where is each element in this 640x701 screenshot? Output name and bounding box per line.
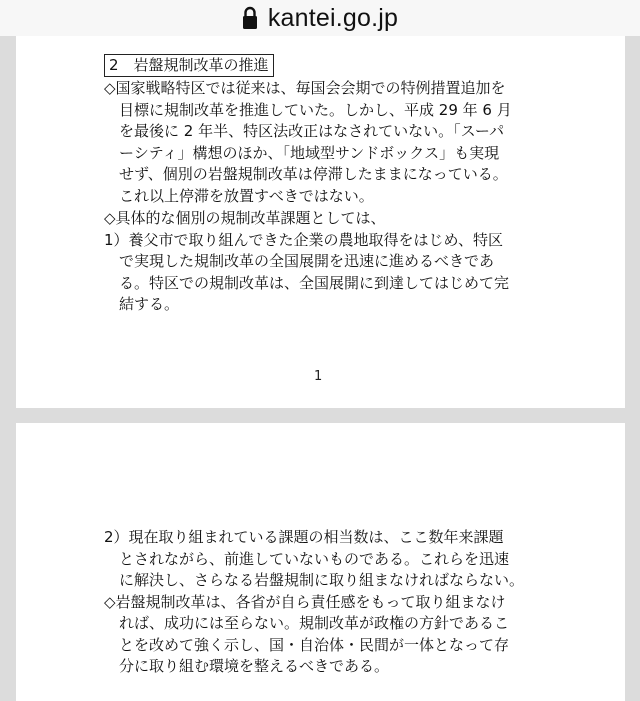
page-number: 1 [314,369,323,384]
text-line: で実現した規制改革の全国展開を迅速に進めるべきであ [104,252,495,270]
text-line: これ以上停滞を放置すべきではない。 [104,186,374,205]
paragraph-reform-continued [104,527,524,678]
text-line: ◇国家戦略特区では従来は、毎国会会期での特例措置追加を [104,79,506,97]
text-line: れば、成功には至らない。規制改革が政権の方針であるこ [104,614,510,632]
text-line: ◇岩盤規制改革は、各省が自ら責任感をもって取り組まなけ [104,592,506,611]
paragraph-national-strategic-zones [104,78,512,207]
paragraph-specific-issues [104,208,509,316]
lock-icon [242,6,258,30]
pdf-page-2 [16,423,625,701]
text-line: せず、個別の岩盤規制改革は停滞したままになっている。 [104,165,508,183]
text-line: 目標に規制改革を推進していた。しかし、平成 29 年 6 月 [104,100,512,119]
section-heading: 2 岩盤規制改革の推進 [104,54,274,77]
text-line: 1）養父市で取り組んできた企業の農地取得をはじめ、特区 [104,230,503,249]
browser-url-bar[interactable] [0,0,640,36]
url-domain[interactable]: kantei.go.jp [267,3,399,32]
text-line: に解決し、さらなる岩盤規制に取り組まなければならない。 [104,571,525,589]
text-line: 結する。 [104,295,180,313]
text-line: とを改めて強く示し、国・自治体・民間が一体となって存 [104,635,510,654]
text-line: を最後に 2 年半、特区法改正はなされていない。「スーパ [104,122,505,140]
text-line: 2）現在取り組まれている課題の相当数は、ここ数年来課題 [104,528,504,546]
text-line: 分に取り組む環境を整えるべきである。 [104,657,390,675]
text-line: ーシティ」構想のほか、「地域型サンドボックス」も実現 [104,143,500,162]
text-line: ◇具体的な個別の規制改革課題としては、 [104,209,386,227]
text-line: とされながら、前進していないものである。これらを迅速 [104,549,510,568]
pdf-page-1 [16,36,625,408]
text-line: る。特区での規制改革は、全国展開に到達してはじめて完 [104,273,510,292]
